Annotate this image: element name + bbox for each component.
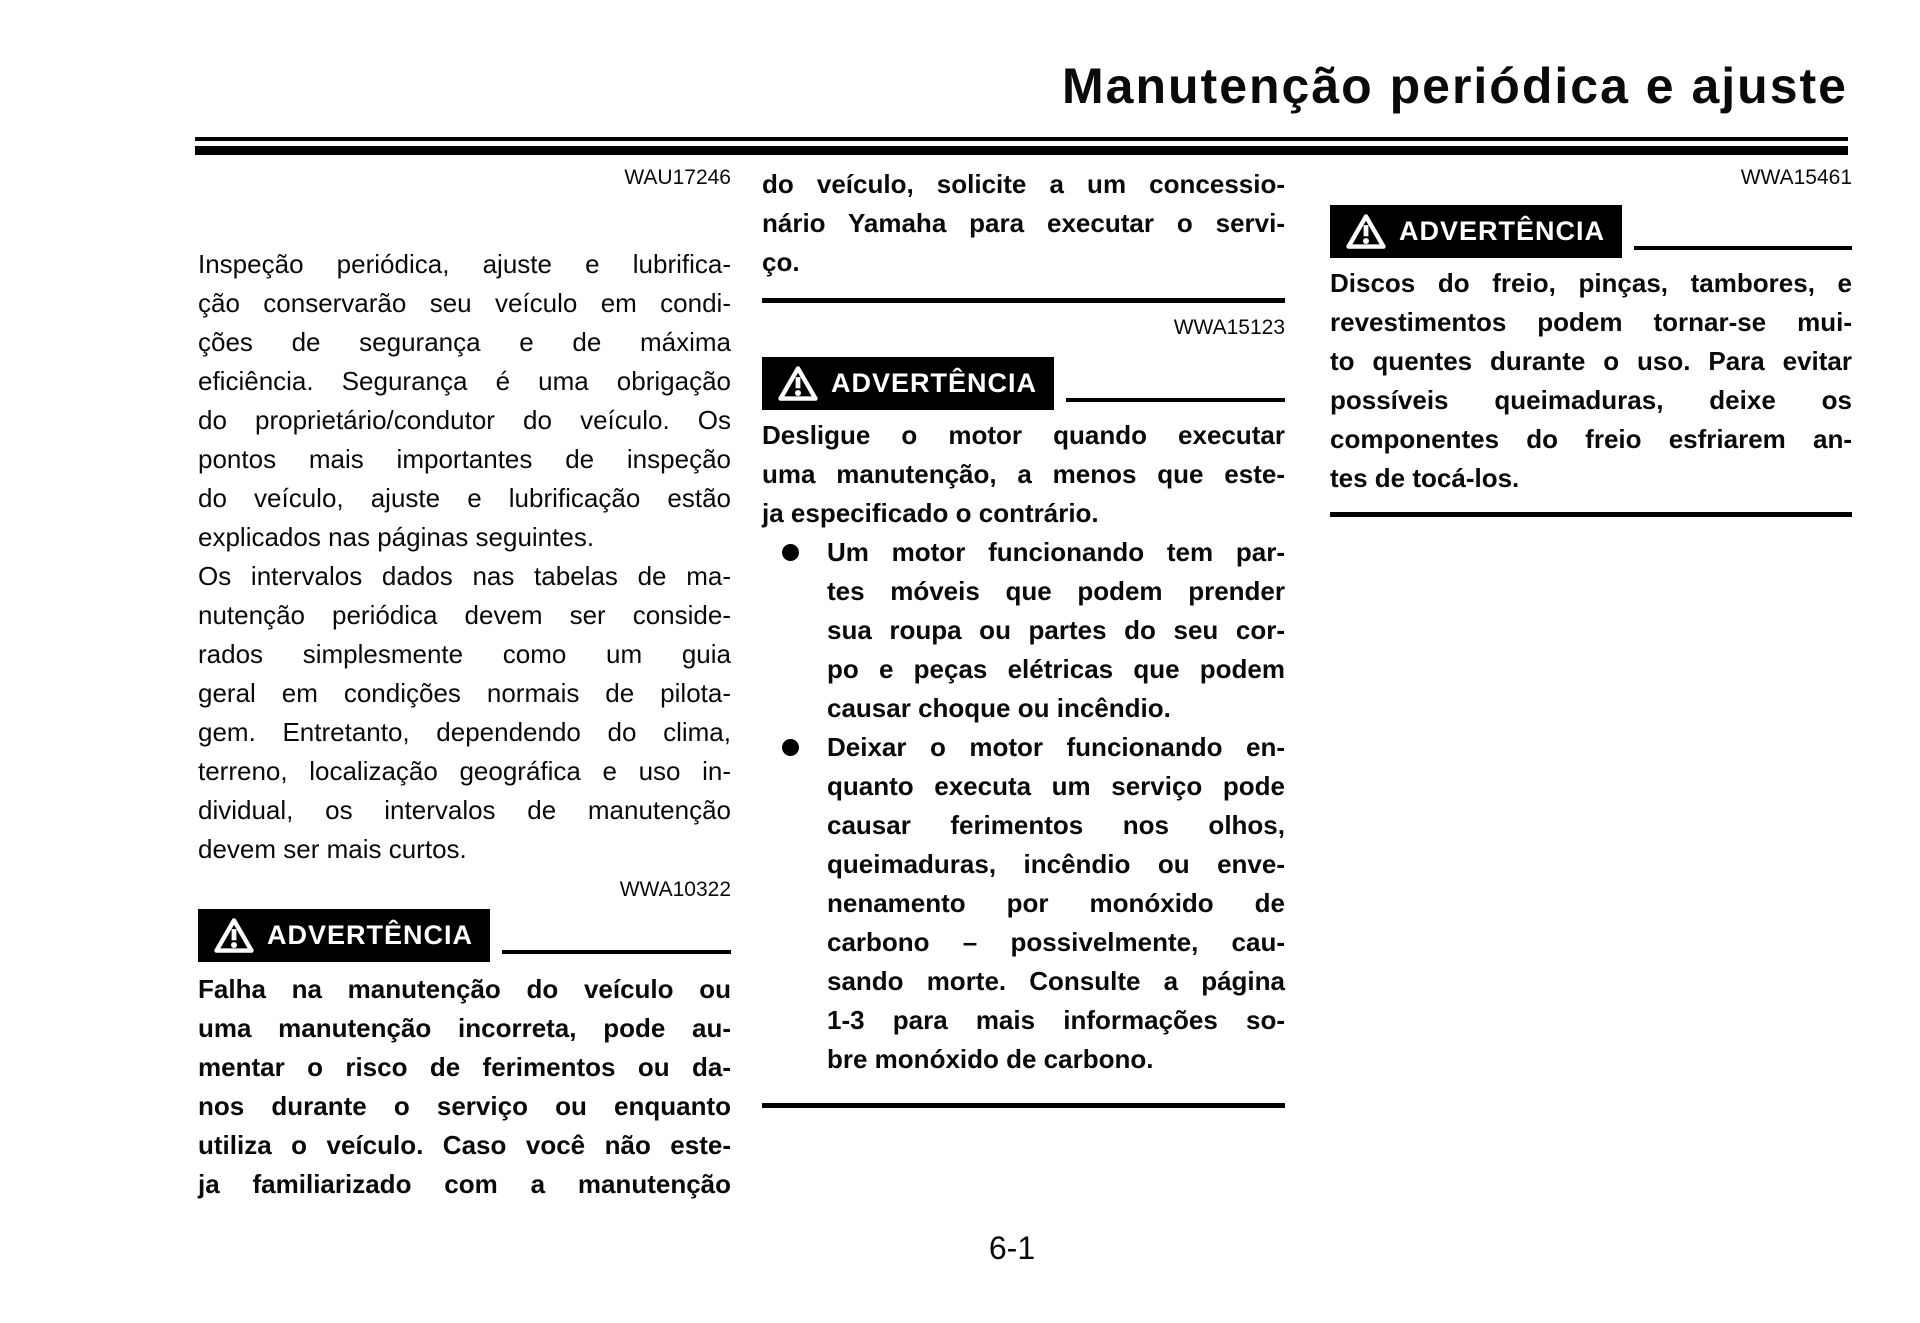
text-line: rados simplesmente como um guia [198,639,731,669]
text-line: nutenção periódica devem ser conside- [198,600,731,630]
text-line: Desligue o motor quando executar [762,420,1285,450]
text-line: tes de tocá-los. [1330,463,1520,493]
text-line: nário Yamaha para executar o servi- [762,208,1285,238]
text-line: explicados nas páginas seguintes. [198,522,595,552]
text-line: do veículo, ajuste e lubrificação estão [198,483,731,513]
text-line: gem. Entretanto, dependendo do clima, [198,717,731,747]
text-line: nenamento por monóxido de [827,888,1285,918]
text-line: causar choque ou incêndio. [827,693,1171,723]
warning-box [762,357,1054,410]
text-line: possíveis queimaduras, deixe os [1330,385,1852,415]
warning-paragraph [1330,264,1852,498]
warning-paragraph-continuation [762,165,1285,282]
text-line: utiliza o veículo. Caso você não este- [198,1130,731,1160]
text-line: nos durante o serviço ou enquanto [198,1091,731,1121]
text-line: sua roupa ou partes do seu cor- [827,615,1285,645]
header-rule-thin [195,137,1848,141]
warning-label: ADVERTÊNCIA [267,920,474,950]
text-line: to quentes durante o uso. Para evitar [1330,346,1852,376]
text-line: ço. [762,247,800,277]
text-line: carbono – possivelmente, cau- [827,927,1285,957]
text-line: Discos do freio, pinças, tambores, e [1330,268,1852,298]
text-line: sando morte. Consulte a página [827,966,1285,996]
column-1 [198,145,731,1204]
text-line: dividual, os intervalos de manutenção [198,795,731,825]
text-line: Os intervalos dados nas tabelas de ma- [198,561,731,591]
warning-rule [1066,398,1285,402]
warning-paragraph [762,416,1285,533]
text-line: queimaduras, incêndio ou enve- [827,849,1285,879]
text-line: bre monóxido de carbono. [827,1044,1154,1074]
text-line: ja familiarizado com a manutenção [198,1169,731,1199]
text-line: do proprietário/condutor do veículo. Os [198,405,731,435]
bullet-icon [782,544,799,561]
column-2 [762,145,1285,1108]
bullet-icon [782,739,799,756]
intro-paragraph [198,245,731,557]
text-line: uma manutenção, a menos que este- [762,459,1285,489]
bullet-text [827,533,1285,728]
bullet-item [762,728,1285,1079]
text-line: quanto executa um serviço pode [827,771,1285,801]
text-line: uma manutenção incorreta, pode au- [198,1013,731,1043]
section-code: WWA15461 [1740,166,1852,189]
text-line: pontos mais importantes de inspeção [198,444,731,474]
divider-rule [762,298,1285,303]
section-code: WAU17246 [624,166,731,189]
divider-rule [1330,512,1852,517]
text-line: do veículo, solicite a um concessio- [762,169,1285,199]
warning-triangle-icon [1346,214,1386,249]
text-line: Um motor funcionando tem par- [827,537,1285,567]
text-line: po e peças elétricas que podem [827,654,1285,684]
warning-label: ADVERTÊNCIA [831,368,1038,398]
bullet-text [827,728,1285,1079]
text-line: causar ferimentos nos olhos, [827,810,1285,840]
warning-box [1330,205,1622,258]
text-line: devem ser mais curtos. [198,834,467,864]
warning-header [198,909,731,962]
text-line: revestimentos podem tornar-se mui- [1330,307,1852,337]
warning-triangle-icon [778,366,818,401]
text-line: ja especificado o contrário. [762,498,1099,528]
section-code: WWA15123 [1173,316,1285,339]
text-line: ções de segurança e de máxima [198,327,731,357]
warning-triangle-icon [214,918,254,953]
text-line: Deixar o motor funcionando en- [827,732,1285,762]
column-3 [1330,145,1852,517]
text-line: terreno, localização geográfica e uso in- [198,756,731,786]
warning-paragraph [198,970,731,1204]
divider-rule [762,1103,1285,1108]
text-line: mentar o risco de ferimentos ou da- [198,1052,731,1082]
text-line: tes móveis que podem prender [827,576,1285,606]
text-line: componentes do freio esfriarem an- [1330,424,1852,454]
warning-rule [502,950,731,954]
text-line: Inspeção periódica, ajuste e lubrifica- [198,249,731,279]
intervals-paragraph [198,557,731,869]
warning-rule [1634,246,1852,250]
section-code: WWA10322 [619,878,731,901]
text-line: Falha na manutenção do veículo ou [198,974,731,1004]
warning-header [762,357,1285,410]
page-number: 6-1 [988,1230,1036,1266]
text-line: 1-3 para mais informações so- [827,1005,1285,1035]
text-line: geral em condições normais de pilota- [198,678,731,708]
text-line: ção conservarão seu veículo em condi- [198,288,731,318]
page-title: Manutenção periódica e ajuste [1062,58,1848,114]
warning-header [1330,205,1852,258]
warning-box [198,909,490,962]
bullet-item [762,533,1285,728]
text-line: eficiência. Segurança é uma obrigação [198,366,731,396]
warning-label: ADVERTÊNCIA [1399,216,1606,246]
